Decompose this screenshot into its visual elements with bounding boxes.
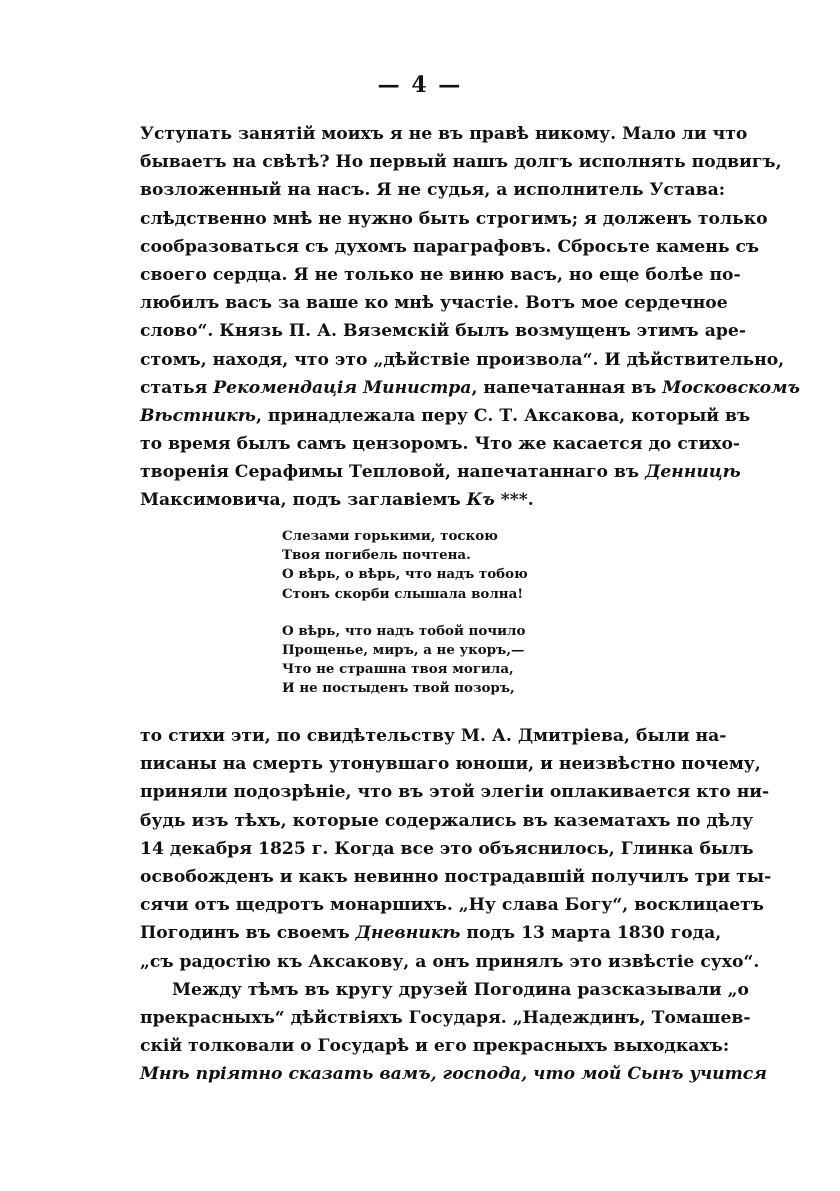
paragraph-2 [140,722,772,976]
italic-text: Денницѣ [645,462,741,483]
text-segment: приняли подозрѣніе, что въ этой элегіи оплакивается кто ни- [140,782,770,803]
text-line [140,486,704,514]
text-segment: слово“. Князь П. А. Вяземскій былъ возмущенъ этимъ аре- [140,321,746,342]
text-segment: писаны на смерть утонувшаго юноши, и неизвѣстно почему, [140,754,761,775]
poem-line: О вѣрь, о вѣрь, что надъ тобою [282,566,528,583]
text-segment: своего сердца. Я не только не виню васъ, но еще болѣе по- [140,264,741,285]
text-segment: то время былъ самъ цензоромъ. Что же касается до стихо- [140,434,741,455]
text-line [140,835,754,863]
poem-line: Прощенье, миръ, а не укоръ,— [282,641,525,658]
text-segment: Между тѣмъ въ кругу друзей Погодина разсказывали „о [172,979,749,1000]
text-line [140,317,746,345]
text-line [140,402,751,430]
paragraph-3 [140,976,767,1089]
text-segment: прекрасныхъ“ дѣйствіяхъ Государя. „Надеждинъ, Томашев- [140,1007,751,1028]
poem [282,527,582,717]
text-segment: слѣдственно мнѣ не нужно быть строгимъ; я долженъ только [140,208,768,229]
text-line [140,430,741,458]
text-line [140,722,727,750]
poem-line: Твоя погибель почтена. [282,547,471,564]
text-line [140,205,768,233]
text-line [140,891,764,919]
text-line [140,261,741,289]
text-segment: творенія Серафимы Тепловой, напечатаннаго въ [140,462,646,483]
text-segment: Максимовича, подъ заглавіемъ [140,490,467,511]
text-line [140,1060,767,1088]
text-line [140,346,785,374]
text-segment: 14 декабря 1825 г. Когда все это объяснилось, Глинка былъ [140,838,754,859]
text-segment: то стихи эти, по свидѣтельству М. А. Дмитріева, были на- [140,726,727,746]
text-segment: Погодинъ въ своемъ [140,923,356,944]
italic-text: Московскомъ [662,377,800,398]
text-line [140,1032,730,1060]
text-line [140,458,741,486]
text-segment: сообразоваться съ духомъ параграфовъ. Сбросьте камень съ [140,236,760,257]
text-line [140,374,800,402]
poem-stanza-2 [282,622,582,699]
text-segment: будь изъ тѣхъ, которые содержались въ казематахъ по дѣлу [140,810,754,831]
text-line [140,976,749,1004]
text-segment: возложенный на насъ. Я не судья, а исполнитель Устава: [140,180,726,201]
text-line [140,176,726,204]
text-segment: , напечатанная въ [471,377,663,398]
paragraph-1 [140,120,800,515]
text-segment: бываетъ на свѣтѣ? Но первый нашъ долгъ исполнять подвигъ, [140,152,782,173]
page-number: — 4 — [377,72,463,98]
poem-line: И не постыденъ твой позоръ, [282,680,515,697]
poem-line: Слезами горькими, тоскою [282,528,498,544]
italic-text: Мнѣ пріятно сказать вамъ, господа, что мой Сынъ учится [140,1064,767,1085]
text-segment: ***. [494,490,534,511]
poem-line: Что не страшна твоя могила, [282,661,514,678]
text-segment: подъ 13 марта 1830 года, [460,923,722,944]
text-line [140,120,748,148]
text-line [140,289,728,317]
text-line [140,948,760,976]
text-line [140,778,770,806]
text-line [140,919,722,947]
poem-line: Стонъ скорби слышала волна! [282,585,524,602]
text-line [140,863,772,891]
text-segment: статья [140,377,214,398]
text-segment: освобожденъ и какъ невинно пострадавшій получилъ три ты- [140,866,772,887]
paragraph-2-3 [140,722,772,1088]
poem-line: О вѣрь, что надъ тобой почило [282,622,526,639]
text-line [140,750,761,778]
text-segment: стомъ, находя, что это „дѣйствіе произвола“. И дѣйствительно, [140,349,785,370]
text-segment: сячи отъ щедротъ монаршихъ. „Ну слава Богу“, восклицаетъ [140,895,764,916]
text-line [140,233,760,261]
text-segment: скій толковали о Государѣ и его прекрасныхъ выходкахъ: [140,1036,730,1057]
italic-text: Дневникѣ [355,923,461,944]
text-segment: Уступать занятій моихъ я не въ правѣ никому. Мало ли что [140,124,748,144]
italic-text: Къ [466,490,495,511]
text-segment: любилъ васъ за ваше ко мнѣ участіе. Вотъ мое сердечное [140,293,728,314]
poem-stanza-1 [282,527,582,604]
text-segment: , принадлежала перу С. Т. Аксакова, который въ [255,405,751,426]
text-line [140,807,754,835]
italic-text: Вѣстникѣ [140,405,256,426]
text-line [140,148,782,176]
italic-text: Рекомендація Министра [213,377,472,398]
text-line [140,1004,751,1032]
text-segment: „съ радостію къ Аксакову, а онъ принялъ это извѣстіе сухо“. [140,951,760,972]
